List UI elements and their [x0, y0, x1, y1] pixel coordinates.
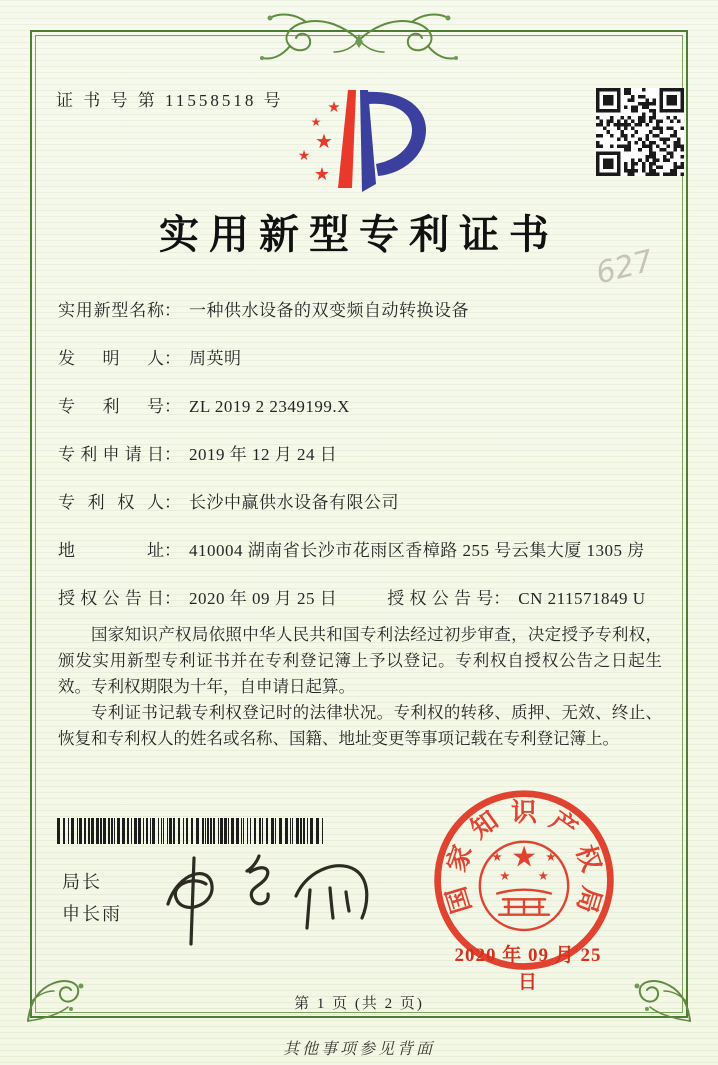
field-row [58, 488, 670, 536]
field-row [58, 440, 670, 488]
field-label: 专利权人 [58, 493, 164, 512]
svg-text:★: ★ [537, 869, 549, 884]
field-colon: ： [164, 589, 181, 608]
barcode [57, 818, 331, 844]
seal-character: 识 [511, 797, 537, 827]
field-value: 一种供水设备的双变频自动转换设备 [189, 301, 469, 320]
seal-character: 知 [465, 805, 504, 845]
field-colon: ： [164, 493, 181, 512]
page-number: 第 1 页 (共 2 页) [294, 996, 424, 1012]
field-row [58, 344, 670, 392]
legal-paragraphs [58, 622, 662, 752]
svg-text:★: ★ [511, 841, 537, 874]
field-colon: ： [164, 349, 181, 368]
field-label: 授权公告号 [387, 589, 494, 608]
director-name: 申长雨 [62, 904, 122, 924]
field-row [58, 536, 670, 584]
field-value: 2020 年 09 月 25 日 [189, 589, 338, 608]
svg-text:★: ★ [545, 849, 557, 864]
seal-character: 权 [570, 841, 607, 876]
svg-text:★: ★ [313, 164, 331, 184]
field-colon: ： [164, 445, 181, 464]
field-label: 实用新型名称 [58, 301, 164, 320]
field-label: 地址 [58, 541, 164, 560]
seal-character: 局 [571, 883, 607, 917]
field-value: ZL 2019 2 2349199.X [189, 397, 350, 416]
field-value: CN 211571849 U [518, 589, 646, 608]
seal-character: 家 [441, 841, 478, 876]
field-colon: ： [164, 301, 181, 320]
field-label: 专利申请日 [58, 445, 164, 464]
top-flourish-ornament [244, 6, 474, 68]
seal-date: 2020 年 09 月 25 日 [454, 945, 602, 993]
svg-text:★: ★ [491, 849, 503, 864]
pencil-annotation: 627 [592, 243, 657, 292]
field-row [58, 296, 670, 344]
field-value: 周英明 [189, 349, 242, 368]
svg-text:★: ★ [499, 869, 511, 884]
legal-paragraph: 专利证书记载专利权登记时的法律状况。专利权的转移、质押、无效、终止、恢复和专利权人的姓名或名称、国籍、地址变更等事项记载在专利登记簿上。 [58, 703, 662, 748]
field-label: 授权公告日 [58, 589, 164, 608]
field-value: 410004 湖南省长沙市花雨区香樟路 255 号云集大厦 1305 房 [189, 541, 645, 560]
certificate-title: 实用新型专利证书 [159, 212, 559, 257]
cnipa-logo [280, 80, 438, 196]
svg-text:★: ★ [310, 115, 322, 129]
field-value: 长沙中赢供水设备有限公司 [189, 493, 399, 512]
seal-character: 国 [441, 883, 477, 917]
field-colon: ： [493, 589, 511, 608]
director-title: 局长 [62, 872, 102, 892]
certificate-number: 证 书 号 第 11558518 号 [56, 91, 284, 110]
field-colon: ： [164, 397, 181, 416]
field-row [58, 392, 670, 440]
signature-graphic [138, 846, 388, 950]
svg-text:★: ★ [315, 131, 333, 153]
back-side-note: 其他事项参见背面 [282, 1041, 435, 1058]
qr-code [596, 88, 684, 176]
svg-text:★: ★ [327, 100, 341, 116]
field-label: 发明人 [58, 349, 164, 368]
svg-text:★: ★ [297, 149, 311, 164]
legal-paragraph: 国家知识产权局依照中华人民共和国专利法经过初步审查，决定授予专利权，颁发实用新型专利证书并在专利登记簿上予以登记。专利权自授权公告之日起生效。专利权期限为十年，自申请日起算。 [58, 625, 662, 696]
field-value: 2019 年 12 月 24 日 [189, 445, 338, 464]
certificate-fields [58, 296, 670, 632]
field-colon: ： [164, 541, 181, 560]
field-label: 专利号 [58, 397, 164, 416]
seal-character: 产 [544, 805, 583, 845]
